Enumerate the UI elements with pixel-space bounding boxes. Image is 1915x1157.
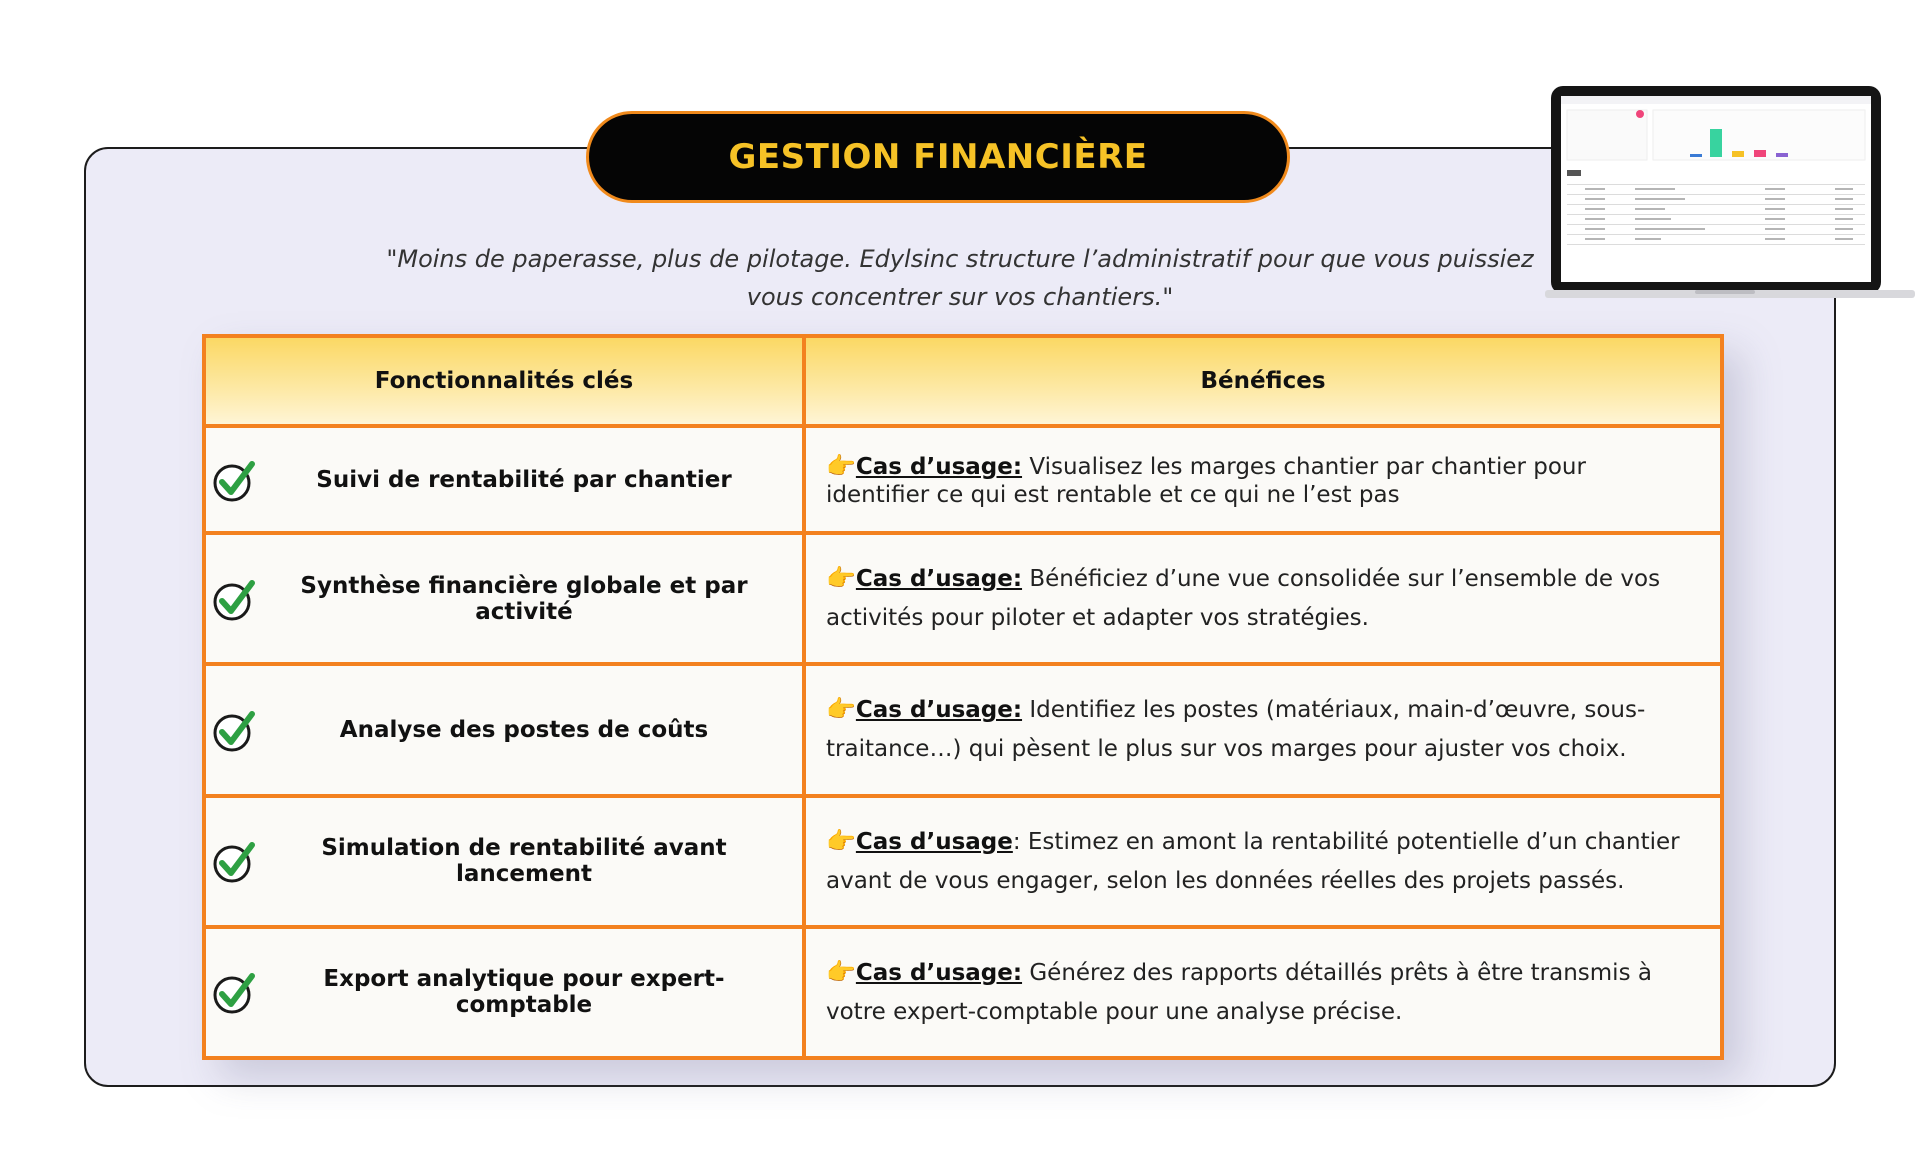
feature-name: Analyse des postes de coûts	[339, 717, 709, 744]
check-circle-icon	[212, 458, 258, 504]
column-header-features: Fonctionnalités clés	[204, 336, 804, 426]
use-case-text: Visualisez les marges chantier par chantier pour identifier ce qui est rentable et ce qui ne l’est pas	[826, 454, 1586, 508]
check-circle-icon	[212, 839, 258, 885]
feature-cell	[204, 426, 804, 533]
benefit-cell	[804, 927, 1722, 1058]
use-case-text: Estimez en amont la rentabilité potentielle d’un chantier avant de vous engager, selon les données réelles des projets passés.	[826, 828, 1680, 894]
section-title	[586, 111, 1290, 203]
table-row	[204, 533, 1722, 664]
use-case-text: Bénéficiez d’une vue consolidée sur l’ensemble de vos activités pour piloter et adapter vos stratégies.	[826, 566, 1661, 632]
laptop-screenshot-icon	[1545, 84, 1915, 304]
benefit-cell	[804, 426, 1722, 533]
pointing-hand-icon: 👉	[826, 957, 856, 986]
use-case-text: Identifiez les postes (matériaux, main-d’œuvre, sous-traitance…) qui pèsent le plus sur vos marges pour ajuster vos choix.	[826, 697, 1646, 763]
benefit-cell	[804, 664, 1722, 795]
feature-cell	[204, 533, 804, 664]
feature-cell	[204, 664, 804, 795]
pointing-hand-icon: 👉	[826, 564, 856, 593]
benefit-cell	[804, 533, 1722, 664]
use-case-sep: :	[1012, 828, 1021, 855]
section-title-text: GESTION FINANCIÈRE	[728, 137, 1148, 177]
benefit-cell	[804, 796, 1722, 927]
use-case-label: Cas d’usage	[855, 828, 1013, 855]
table-row	[204, 664, 1722, 795]
feature-cell	[204, 927, 804, 1058]
feature-name: Suivi de rentabilité par chantier	[316, 466, 732, 493]
check-circle-icon	[212, 970, 258, 1016]
use-case-label: Cas d’usage:	[855, 566, 1023, 593]
feature-cell	[204, 796, 804, 927]
tagline-quote: "Moins de paperasse, plus de pilotage. Edylsinc structure l’administratif pour que vous puissiez vous concentrer sur vos chantiers."	[386, 245, 1534, 311]
feature-name: Synthèse financière globale et par activité	[300, 572, 748, 625]
pointing-hand-icon: 👉	[826, 452, 856, 480]
table-header-row	[204, 336, 1722, 426]
check-circle-icon	[212, 577, 258, 623]
use-case-text: Générez des rapports détaillés prêts à être transmis à votre expert-comptable pour une analyse précise.	[826, 959, 1652, 1025]
table-row	[204, 426, 1722, 533]
feature-name: Simulation de rentabilité avant lancement	[321, 835, 727, 888]
column-header-benefits: Bénéfices	[804, 336, 1722, 426]
table-row	[204, 796, 1722, 927]
features-table	[202, 334, 1724, 1060]
pointing-hand-icon: 👉	[826, 695, 856, 724]
feature-name: Export analytique pour expert-comptable	[323, 966, 725, 1019]
use-case-label: Cas d’usage:	[855, 959, 1023, 986]
pointing-hand-icon: 👉	[826, 826, 856, 855]
table-row	[204, 927, 1722, 1058]
use-case-label: Cas d’usage:	[855, 454, 1023, 480]
check-circle-icon	[212, 708, 258, 754]
use-case-label: Cas d’usage:	[855, 697, 1023, 724]
